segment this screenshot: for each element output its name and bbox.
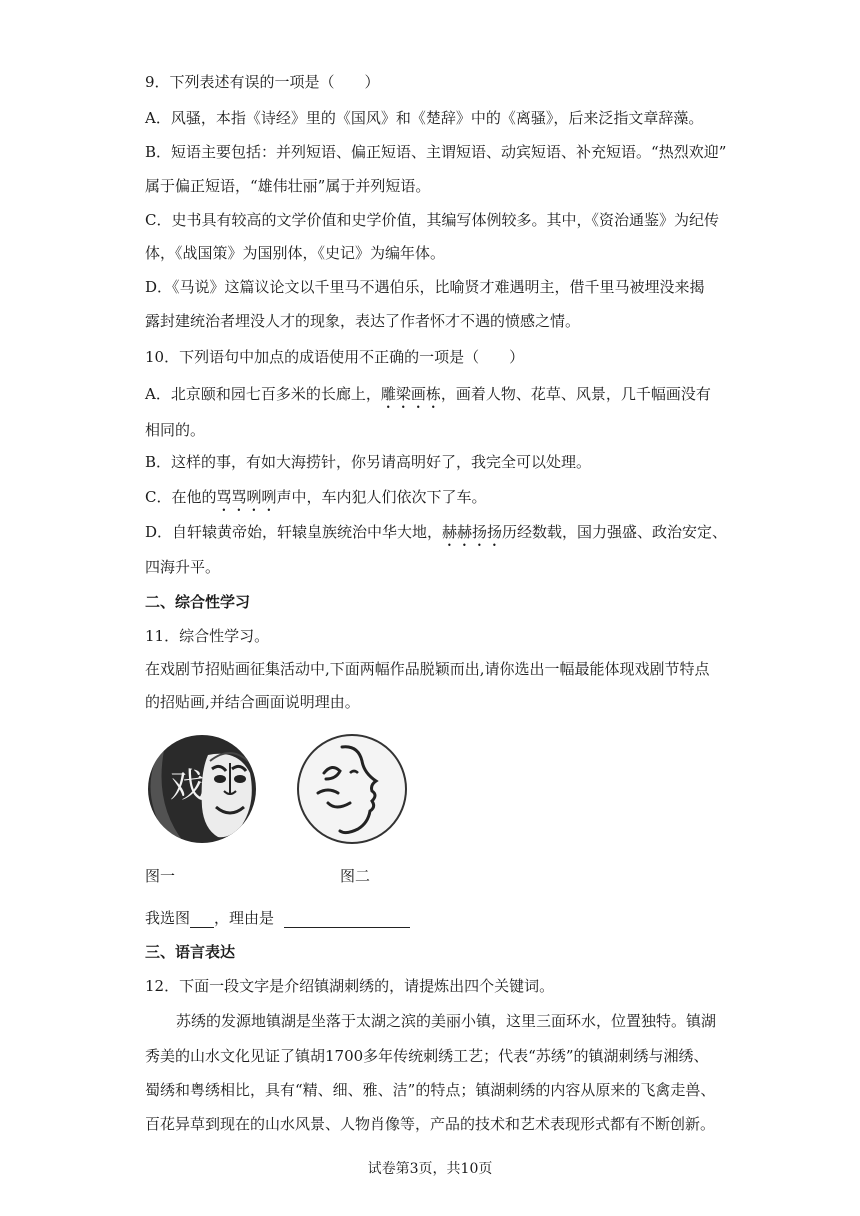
q11-prompt-line1: 在戏剧节招贴画征集活动中,下面两幅作品脱颖而出,请你选出一幅最能体现戏剧节特点 [145,660,710,678]
figure-choice-blank[interactable] [190,911,214,928]
q10-d-dotted-idiom: 赫赫扬扬 [442,523,503,541]
q10-option-b: B．这样的事，有如大海捞针，你另请高明好了，我完全可以处理。 [145,453,592,471]
q12-passage-line2: 秀美的山水文化见证了镇胡1700多年传统刺绣工艺；代表“苏绣”的镇湖刺绣与湘绣、 [145,1047,709,1065]
q10-option-c [145,487,745,515]
q12-passage-line3: 蜀绣和粤绣相比，具有“精、细、雅、洁”的特点；镇湖刺绣的内容从原来的飞禽走兽、 [145,1081,716,1099]
q10-a-dotted-idiom: 雕梁画栋 [380,385,441,403]
q9-option-d-line2: 露封建统治者埋没人才的现象，表达了作者怀才不遇的愤感之情。 [145,312,581,330]
page-footer: 试卷第3页，共10页 [367,1161,493,1177]
figure-2-caption: 图二 [340,867,371,885]
q9-option-b-line2: 属于偏正短语，“雄伟壮丽”属于并列短语。 [145,177,431,195]
reason-blank[interactable] [284,911,410,928]
q11-answer-pre: 我选图 [145,909,191,927]
q11-answer-mid: ，理由是 [214,909,275,927]
q10-d-post: 历经数载，国力强盛、政治安定、 [502,523,728,541]
q11-prompt-line2: 的招贴画,并结合画面说明理由。 [145,693,360,711]
q10-c-dotted-idiom: 骂骂咧咧 [216,488,277,506]
poster-figure-1 [146,733,258,845]
poster-figure-1-character: 戏 [170,766,204,806]
q10-c-pre: C．在他的 [145,488,217,506]
section-heading-3: 三、语言表达 [145,943,236,961]
q9-option-c-line1: C．史书具有较高的文学价值和史学价值，其编写体例较多。其中，《资治通鉴》为纪传 [145,211,719,229]
q9-option-c-line2: 体，《战国策》为国别体，《史记》为编年体。 [145,244,446,262]
q10-option-d-line2: 四海升平。 [145,558,221,576]
q10-c-post: 声中，车内犯人们依次下了车。 [276,488,487,506]
q12-passage-line1: 苏绣的发源地镇湖是坐落于太湖之滨的美丽小镇，这里三面环水，位置独特。镇湖 [176,1012,717,1030]
figure-1-caption: 图一 [145,867,176,885]
q11-stem: 11．综合性学习。 [145,627,270,645]
q12-passage-line4: 百花异草到现在的山水风景、人物肖像等，产品的技术和艺术表现形式都有不断创新。 [145,1115,716,1133]
q12-stem: 12．下面一段文字是介绍镇湖刺绣的，请提炼出四个关键词。 [145,977,555,995]
q10-d-pre: D．自轩辕黄帝始，轩辕皇族统治中华大地， [145,523,443,541]
q10-option-a-line2: 相同的。 [145,421,206,439]
q9-option-d-line1: D．《马说》这篇议论文以千里马不遇伯乐，比喻贤才难遇明主，借千里马被埋没来揭 [145,278,705,296]
q10-a-pre: A．北京颐和园七百多米的长廊上， [145,385,381,403]
poster-figure-2 [296,733,408,845]
q9-option-a: A．风骚，本指《诗经》里的《国风》和《楚辞》中的《离骚》，后来泛指文章辞藻。 [145,109,704,127]
q10-a-post: ，画着人物、花草、风景，几千幅画没有 [440,385,711,403]
section-heading-2: 二、综合性学习 [145,593,251,611]
q10-option-a-line1 [145,384,745,412]
q10-option-d-line1 [145,522,745,550]
q11-answer-line [145,908,745,928]
q10-stem: 10．下列语句中加点的成语使用不正确的一项是（ ） [145,348,525,366]
q9-stem: 9．下列表述有误的一项是（ ） [145,73,380,91]
q9-option-b-line1: B．短语主要包括：并列短语、偏正短语、主谓短语、动宾短语、补充短语。“热烈欢迎” [145,143,727,161]
